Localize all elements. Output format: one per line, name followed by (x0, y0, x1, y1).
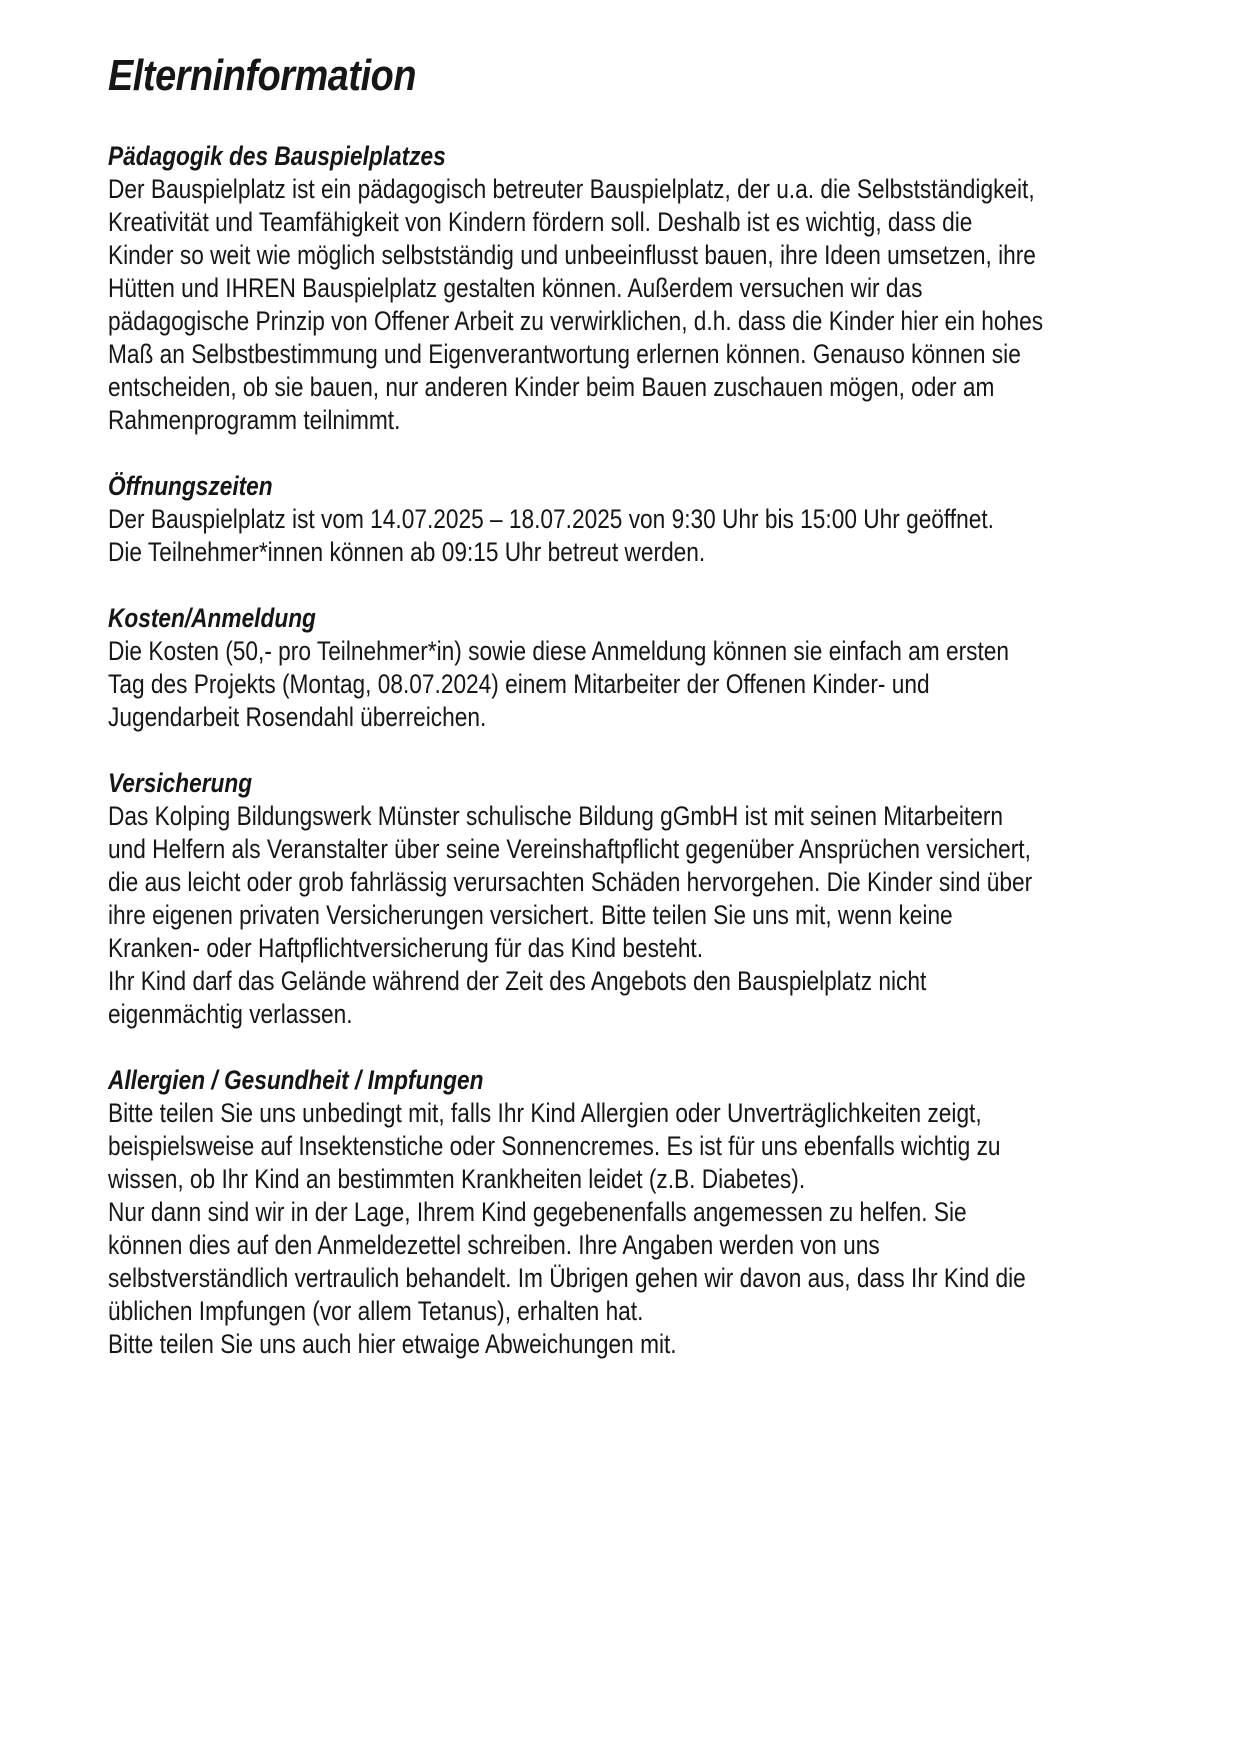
section-heading: Versicherung (108, 768, 253, 798)
paragraph-line: Jugendarbeit Rosendahl überreichen. (108, 702, 487, 732)
paragraph-line: beispielsweise auf Insektenstiche oder Sonnencremes. Es ist für uns ebenfalls wichtig zu (108, 1131, 1001, 1161)
paragraph-line: können dies auf den Anmeldezettel schreiben. Ihre Angaben werden von uns (108, 1230, 880, 1260)
paragraph-line: Die Kosten (50,- pro Teilnehmer*in) sowie diese Anmeldung können sie einfach am ersten (108, 636, 1009, 666)
section-heading: Kosten/Anmeldung (108, 603, 316, 633)
section-oeffnungszeiten (108, 470, 1138, 569)
paragraph-line: Nur dann sind wir in der Lage, Ihrem Kind gegebenenfalls angemessen zu helfen. Sie (108, 1197, 967, 1227)
paragraph-line: Die Teilnehmer*innen können ab 09:15 Uhr betreut werden. (108, 537, 706, 567)
section-kosten-anmeldung (108, 602, 1138, 734)
document-content (108, 48, 1138, 1361)
paragraph-line: Bitte teilen Sie uns auch hier etwaige Abweichungen mit. (108, 1329, 677, 1359)
paragraph-line: Der Bauspielplatz ist vom 14.07.2025 – 18.07.2025 von 9:30 Uhr bis 15:00 Uhr geöffnet. (108, 504, 994, 534)
paragraph-line: Kinder so weit wie möglich selbstständig und unbeeinflusst bauen, ihre Ideen umsetzen, ihre (108, 240, 1036, 270)
paragraph-line: eigenmächtig verlassen. (108, 999, 353, 1029)
paragraph-line: entscheiden, ob sie bauen, nur anderen Kinder beim Bauen zuschauen mögen, oder am (108, 372, 995, 402)
paragraph-line: und Helfern als Veranstalter über seine Vereinshaftpflicht gegenüber Ansprüchen versichert, (108, 834, 1031, 864)
paragraph-line: Bitte teilen Sie uns unbedingt mit, falls Ihr Kind Allergien oder Unverträglichkeiten zeigt, (108, 1098, 982, 1128)
section-paedagogik (108, 140, 1138, 437)
section-heading: Öffnungszeiten (108, 471, 273, 501)
paragraph-line: Kreativität und Teamfähigkeit von Kindern fördern soll. Deshalb ist es wichtig, dass die (108, 207, 973, 237)
paragraph-line: Der Bauspielplatz ist ein pädagogisch betreuter Bauspielplatz, der u.a. die Selbstständigkeit, (108, 174, 1035, 204)
paragraph-line: Rahmenprogramm teilnimmt. (108, 405, 401, 435)
paragraph-line: die aus leicht oder grob fahrlässig verursachten Schäden hervorgehen. Die Kinder sind über (108, 867, 1033, 897)
paragraph-line: Ihr Kind darf das Gelände während der Zeit des Angebots den Bauspielplatz nicht (108, 966, 927, 996)
section-versicherung (108, 767, 1138, 1031)
section-heading: Pädagogik des Bauspielplatzes (108, 141, 446, 171)
paragraph-line: Hütten und IHREN Bauspielplatz gestalten können. Außerdem versuchen wir das (108, 273, 923, 303)
paragraph-line: üblichen Impfungen (vor allem Tetanus), erhalten hat. (108, 1296, 644, 1326)
paragraph-line: wissen, ob Ihr Kind an bestimmten Krankheiten leidet (z.B. Diabetes). (108, 1164, 806, 1194)
paragraph-line: selbstverständlich vertraulich behandelt. Im Übrigen gehen wir davon aus, dass Ihr Kind die (108, 1263, 1026, 1293)
section-allergien-gesundheit-impfungen (108, 1064, 1138, 1361)
paragraph-line: Maß an Selbstbestimmung und Eigenverantwortung erlernen können. Genauso können sie (108, 339, 1021, 369)
document-title: Elterninformation (108, 51, 417, 100)
section-heading: Allergien / Gesundheit / Impfungen (108, 1065, 484, 1095)
paragraph-line: Kranken- oder Haftpflichtversicherung für das Kind besteht. (108, 933, 704, 963)
paragraph-line: pädagogische Prinzip von Offener Arbeit zu verwirklichen, d.h. dass die Kinder hier ein hohes (108, 306, 1044, 336)
paragraph-line: Das Kolping Bildungswerk Münster schulische Bildung gGmbH ist mit seinen Mitarbeitern (108, 801, 1004, 831)
paragraph-line: ihre eigenen privaten Versicherungen versichert. Bitte teilen Sie uns mit, wenn keine (108, 900, 953, 930)
paragraph-line: Tag des Projekts (Montag, 08.07.2024) einem Mitarbeiter der Offenen Kinder- und (108, 669, 930, 699)
